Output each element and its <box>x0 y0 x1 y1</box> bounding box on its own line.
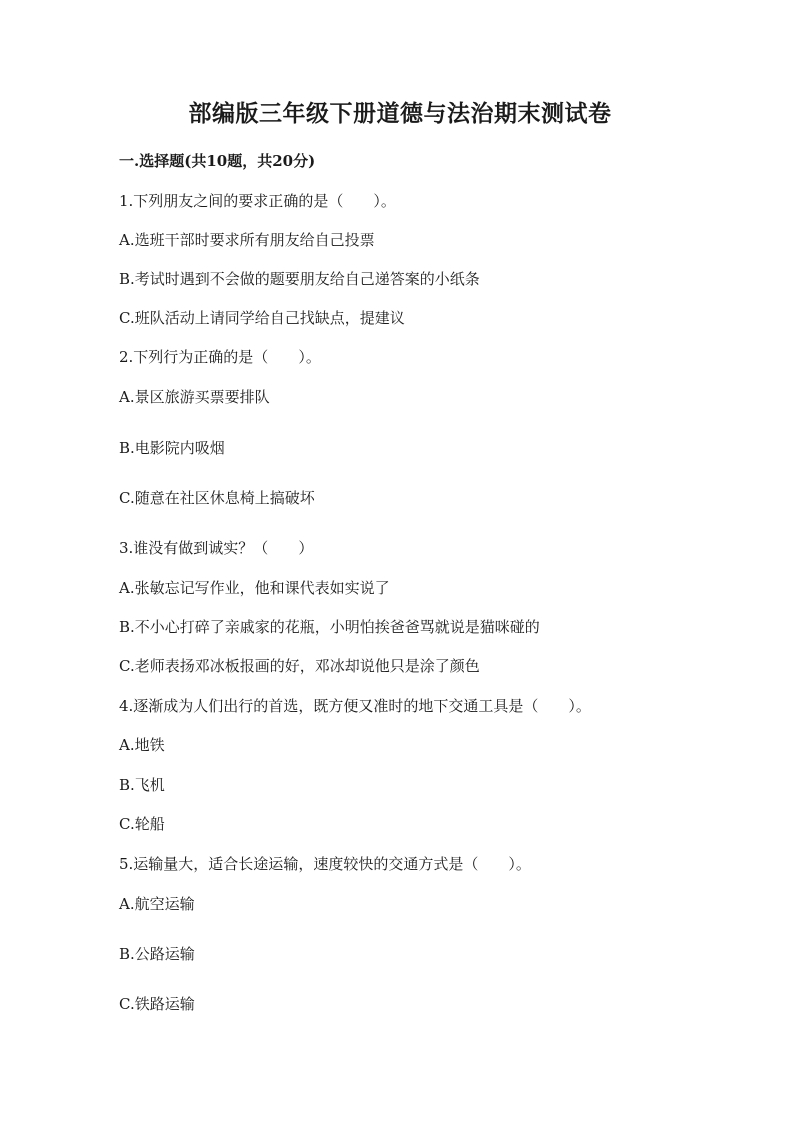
question-4-option-b: B.飞机 <box>119 776 165 794</box>
question-2-option-b: B.电影院内吸烟 <box>119 439 225 457</box>
question-2-stem: 2.下列行为正确的是（ ）。 <box>119 348 321 366</box>
question-3-stem: 3.谁没有做到诚实？（ ） <box>119 539 314 557</box>
question-1-option-b: B.考试时遇到不会做的题要朋友给自己递答案的小纸条 <box>119 270 480 288</box>
question-4-option-a: A.地铁 <box>119 736 165 754</box>
question-5-option-b: B.公路运输 <box>119 945 195 963</box>
question-2-option-c: C.随意在社区休息椅上搞破坏 <box>119 489 315 507</box>
question-3-option-b: B.不小心打碎了亲戚家的花瓶，小明怕挨爸爸骂就说是猫咪碰的 <box>119 618 540 636</box>
question-5-option-a: A.航空运输 <box>119 895 195 913</box>
question-1-option-a: A.选班干部时要求所有朋友给自己投票 <box>119 231 375 249</box>
question-2-option-a: A.景区旅游买票要排队 <box>119 388 270 406</box>
question-3-option-a: A.张敏忘记写作业，他和课代表如实说了 <box>119 579 390 597</box>
question-4-stem: 4.逐渐成为人们出行的首选，既方便又准时的地下交通工具是（ ）。 <box>119 697 591 715</box>
document-title: 部编版三年级下册道德与法治期末测试卷 <box>188 100 612 127</box>
section-heading: 一.选择题(共10题，共20分) <box>119 152 316 170</box>
question-1-option-c: C.班队活动上请同学给自己找缺点，提建议 <box>119 309 405 327</box>
question-3-option-c: C.老师表扬邓冰板报画的好，邓冰却说他只是涂了颜色 <box>119 657 480 675</box>
question-1-stem: 1.下列朋友之间的要求正确的是（ ）。 <box>119 192 396 210</box>
question-5-stem: 5.运输量大，适合长途运输，速度较快的交通方式是（ ）。 <box>119 855 531 873</box>
question-4-option-c: C.轮船 <box>119 815 165 833</box>
question-5-option-c: C.铁路运输 <box>119 995 195 1013</box>
